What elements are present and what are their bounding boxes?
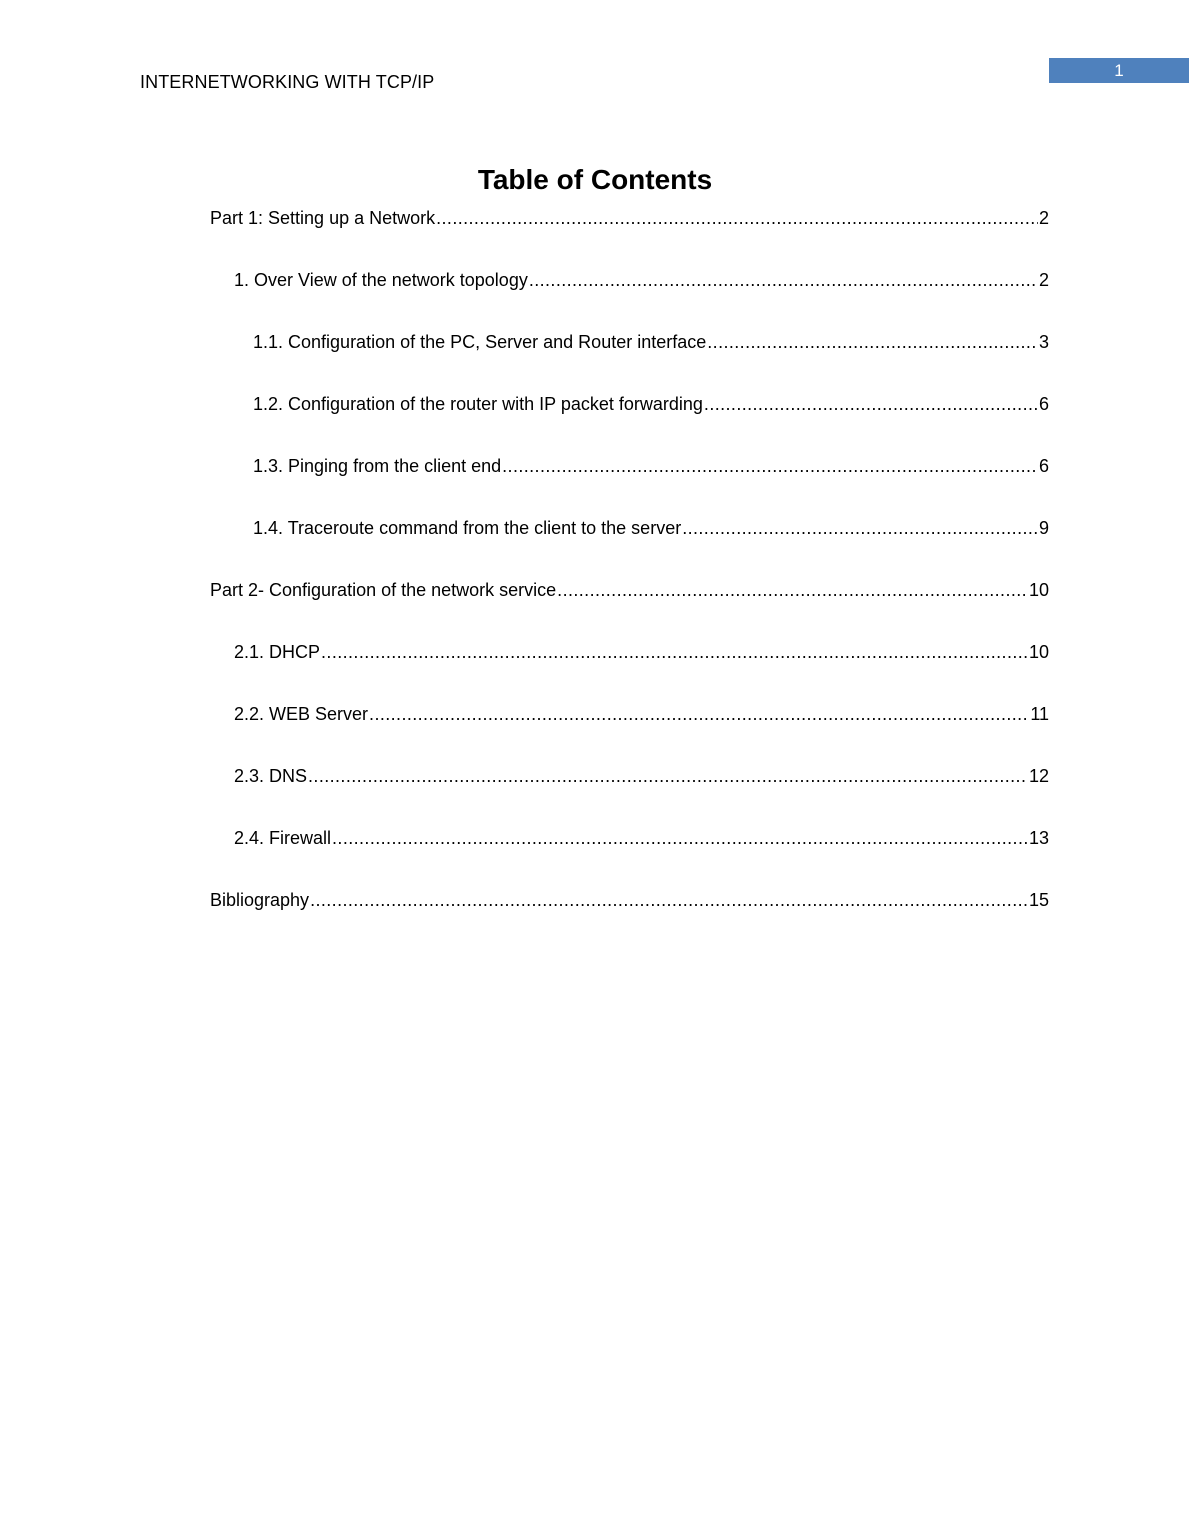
toc-entry-text: 2.1. DHCP [234, 642, 321, 662]
toc-entry-part-2[interactable] [210, 578, 1049, 602]
toc-entry-page: 6 [1038, 456, 1049, 476]
toc-entry-page: 10 [1028, 642, 1049, 662]
toc-entry-text: 1. Over View of the network topology [234, 270, 528, 290]
toc-entry-1[interactable] [234, 268, 1049, 292]
toc-entry-text: 2.3. DNS [234, 766, 308, 786]
toc-dot-leader [310, 888, 1028, 912]
toc-dot-leader [704, 392, 1038, 416]
toc-entry-text: 2.2. WEB Server [234, 704, 369, 724]
toc-entry-text: 1.1. Configuration of the PC, Server and Router interface [253, 332, 707, 352]
toc-entry-page: 2 [1038, 208, 1049, 228]
toc-entry-part-1[interactable] [210, 206, 1049, 230]
toc-dot-leader [332, 826, 1028, 850]
toc-entry-page: 9 [1038, 518, 1049, 538]
toc-entry-2-3[interactable] [234, 764, 1049, 788]
toc-entry-1-4[interactable] [253, 516, 1049, 540]
toc-dot-leader [436, 206, 1038, 230]
toc-dot-leader [557, 578, 1028, 602]
toc-entry-1-1[interactable] [253, 330, 1049, 354]
toc-entry-text: Part 2- Configuration of the network service [210, 580, 557, 600]
toc-entry-page: 10 [1028, 580, 1049, 600]
toc-entry-page: 11 [1030, 704, 1049, 724]
running-header-title: INTERNETWORKING WITH TCP/IP [140, 72, 435, 92]
page-number-badge: 1 [1049, 58, 1189, 83]
toc-dot-leader [502, 454, 1038, 478]
toc-entry-page: 13 [1028, 828, 1049, 848]
toc-entry-2-2[interactable] [234, 702, 1049, 726]
toc-entry-1-2[interactable] [253, 392, 1049, 416]
toc-entry-page: 3 [1038, 332, 1049, 352]
toc-entry-page: 12 [1028, 766, 1049, 786]
toc-entry-2-4[interactable] [234, 826, 1049, 850]
toc-dot-leader [369, 702, 1029, 726]
toc-entry-page: 6 [1038, 394, 1049, 414]
toc-entry-2-1[interactable] [234, 640, 1049, 664]
toc-entry-text: 1.3. Pinging from the client end [253, 456, 502, 476]
toc-dot-leader [707, 330, 1038, 354]
toc-dot-leader [529, 268, 1038, 292]
toc-entry-page: 2 [1038, 270, 1049, 290]
toc-entry-page: 15 [1028, 890, 1049, 910]
toc-entry-text: Bibliography [210, 890, 310, 910]
toc-entry-text: 1.2. Configuration of the router with IP packet forwarding [253, 394, 703, 414]
toc-entry-1-3[interactable] [253, 454, 1049, 478]
toc-entry-text: 2.4. Firewall [234, 828, 332, 848]
toc-dot-leader [308, 764, 1028, 788]
toc-dot-leader [682, 516, 1038, 540]
toc-entry-text: 1.4. Traceroute command from the client to the server [253, 518, 682, 538]
toc-dot-leader [321, 640, 1028, 664]
toc-entry-text: Part 1: Setting up a Network [210, 208, 436, 228]
toc-title: Table of Contents [477, 164, 713, 195]
toc-entry-bibliography[interactable] [210, 888, 1049, 912]
